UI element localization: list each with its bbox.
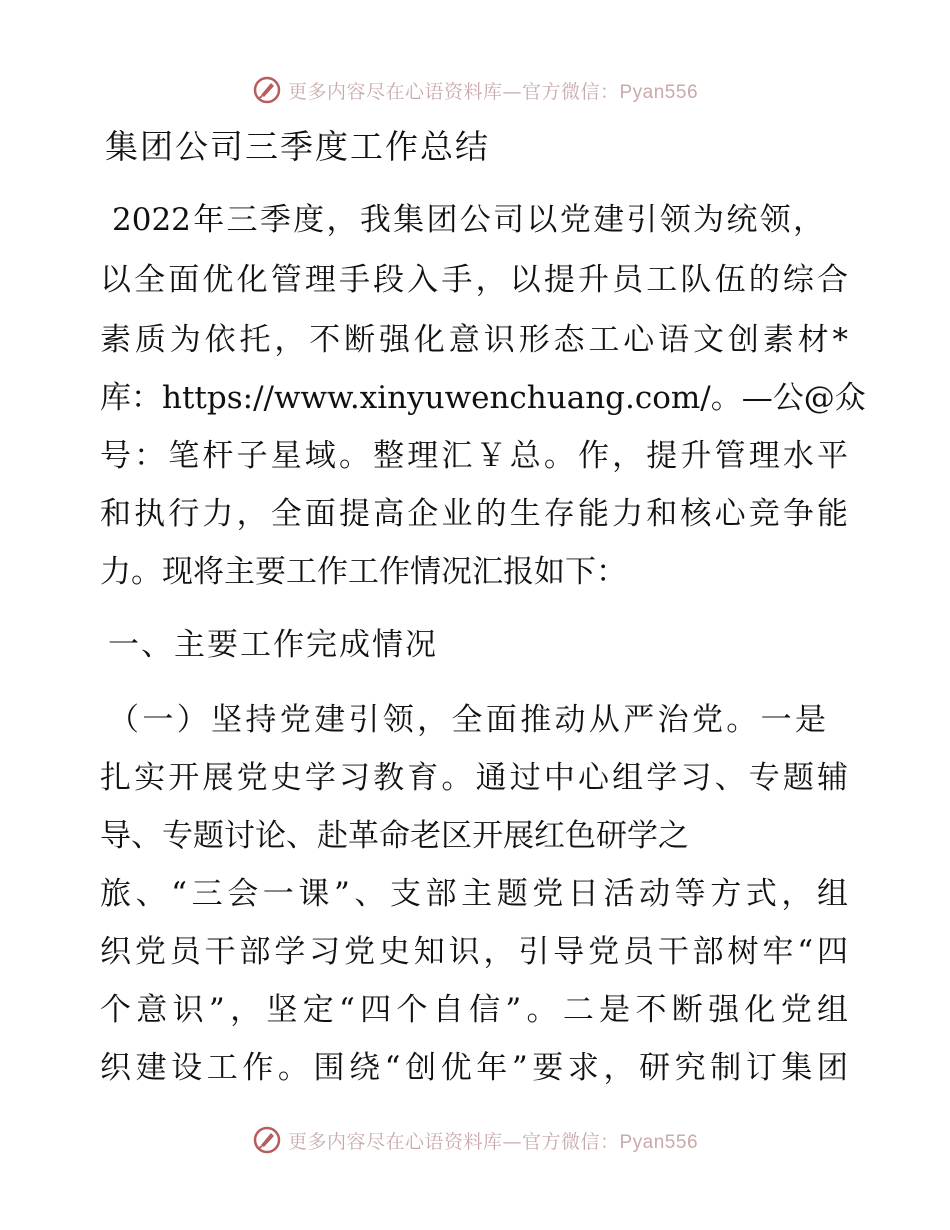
pen-nib-logo-icon <box>252 1125 282 1155</box>
intro-line-7: 力。现将主要工作工作情况汇报如下： <box>100 554 627 590</box>
section-heading: 一、主要工作完成情况 <box>108 627 438 663</box>
intro-line-3: 素质为依托，不断强化意识形态工心语文创素材* <box>100 322 848 358</box>
section1-line-2: 扎实开展党史学习教育。通过中心组学习、专题辅 <box>100 760 848 796</box>
intro-line-6: 和执行力，全面提高企业的生存能力和核心竞争能 <box>100 496 848 532</box>
intro-line-5: 号：笔杆子星域。整理汇￥总。作，提升管理水平 <box>100 438 848 474</box>
pen-nib-logo-icon <box>252 75 282 105</box>
intro-line-2: 以全面优化管理手段入手，以提升员工队伍的综合 <box>100 262 848 298</box>
document-title: 集团公司三季度工作总结 <box>105 127 490 166</box>
watermark-header <box>0 70 950 110</box>
watermark-text <box>288 1127 698 1154</box>
section1-line-6: 个意识”，坚定“四个自信”。二是不断强化党组 <box>100 992 848 1028</box>
watermark-label: 更多内容尽在心语资料库—官方微信： <box>287 1130 620 1153</box>
intro-line-1: 2022年三季度，我集团公司以党建引领为统领， <box>112 202 824 238</box>
watermark-footer <box>0 1120 950 1160</box>
watermark-label: 更多内容尽在心语资料库—官方微信： <box>287 80 620 103</box>
watermark-text <box>288 77 698 104</box>
section1-line-4: 旅、“三会一课”、支部主题党日活动等方式，组 <box>100 876 848 912</box>
watermark-wechat-id: Pyan556 <box>619 81 699 103</box>
section1-line-1: （一）坚持党建引领，全面推动从严治党。一是 <box>108 702 826 738</box>
intro-line-4: 库：https://www.xinyuwenchuang.com/。—公@众 <box>100 380 866 416</box>
watermark-wechat-id: Pyan556 <box>619 1131 699 1153</box>
section1-line-3: 导、专题讨论、赴革命老区开展红色研学之 <box>100 818 689 854</box>
section1-line-7: 织建设工作。围绕“创优年”要求，研究制订集团 <box>100 1050 848 1086</box>
section1-line-5: 织党员干部学习党史知识，引导党员干部树牢“四 <box>100 934 848 970</box>
